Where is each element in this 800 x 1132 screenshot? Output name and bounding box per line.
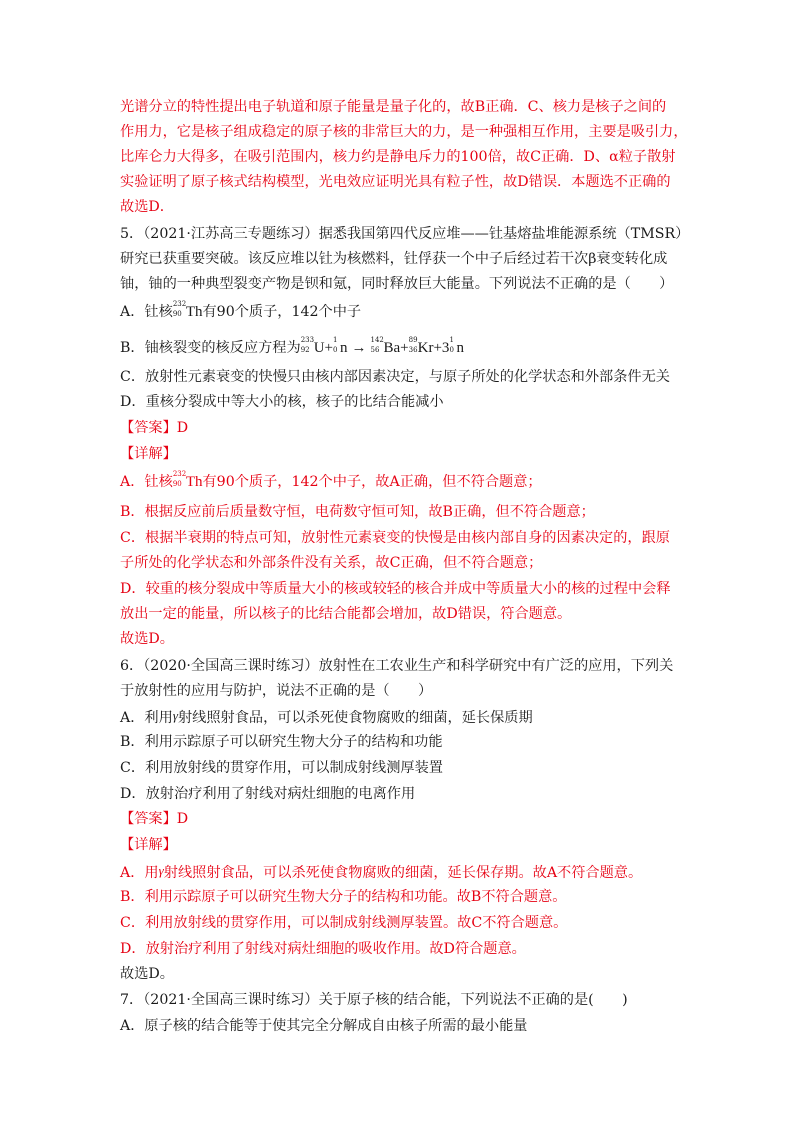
- option-a-prefix: A．钍核: [120, 304, 173, 320]
- thorium-symbol: Th: [185, 304, 203, 320]
- thorium-isotope: 232 90: [172, 300, 187, 318]
- explanation-line: 作用力，它是核子组成稳定的原子核的非常巨大的力，是一种强相互作用，主要是吸引力，: [120, 124, 688, 140]
- option-b-prefix: B．铀核裂变的核反应方程为: [120, 340, 301, 356]
- question-5-stem: 研究已获重要突破。该反应堆以钍为核燃料，钍俘获一个中子后经过若干次β衰变转化成: [120, 251, 668, 267]
- uranium-isotope: 233 92: [300, 336, 315, 354]
- barium-isotope: 142 56: [370, 336, 384, 354]
- question-5-stem: 5．（2021·江苏高三专题练习）据悉我国第四代反应堆——钍基熔盐堆能源系统（TMSR）: [120, 226, 690, 242]
- question-5-option-d: D．重核分裂成中等大小的核，核子的比结合能减小: [120, 394, 444, 410]
- selection-line: 故选D．: [120, 199, 174, 215]
- thorium-isotope: 232 90: [172, 470, 187, 488]
- gamma-symbol: γ: [158, 863, 164, 878]
- explanation-b: B．利用示踪原子可以研究生物大分子的结构和功能。故B不符合题意。: [120, 889, 567, 905]
- question-7-option-a: A．原子核的结合能等于使其完全分解成自由核子所需的最小能量: [120, 1018, 528, 1034]
- selection-line: 故选D。: [120, 966, 174, 982]
- detail-label: 【详解】: [120, 837, 177, 853]
- arrow-icon: →: [351, 340, 367, 356]
- detail-label: 【详解】: [120, 446, 177, 462]
- explanation-a: A．钍核 232 90 Th有90个质子，142个中子，故A正确，但不符合题意；: [120, 470, 542, 490]
- question-5-option-b: B．铀核裂变的核反应方程为 233 92 U+ 1 0 n → 142 56 Ba+ 89 36 Kr+3 1 0 n: [120, 336, 464, 356]
- option-a-suffix: 有90个质子，142个中子: [202, 304, 362, 320]
- neutron: 1 0: [449, 336, 454, 354]
- question-5-stem: 铀，铀的一种典型裂变产物是钡和氪，同时释放巨大能量。下列说法不正确的是（ ）: [120, 276, 674, 292]
- uranium-symbol: U: [313, 340, 325, 356]
- explanation-line: 比库仑力大得多，在吸引范围内，核力约是静电斥力的100倍，故C正确．D、α粒子散射: [120, 149, 676, 165]
- question-6-stem: 于放射性的应用与防护，说法不正确的是（ ）: [120, 683, 433, 699]
- question-7-stem: 7．（2021·全国高三课时练习）关于原子核的结合能，下列说法不正确的是( ): [120, 992, 628, 1008]
- explanation-b: B．根据反应前后质量数守恒，电荷数守恒可知，故B正确，但不符合题意；: [120, 504, 595, 520]
- answer-label: 【答案】D: [120, 811, 189, 827]
- answer-label: 【答案】D: [120, 420, 189, 436]
- question-6-option-a: A．利用γ射线照射食品，可以杀死使食物腐败的细菌，延长保质期: [120, 708, 533, 726]
- explanation-c: C．利用放射线的贯穿作用，可以制成射线测厚装置。故C不符合题意。: [120, 915, 568, 931]
- selection-line: 故选D。: [120, 631, 174, 647]
- question-5-option-a: [120, 300, 361, 323]
- question-5-option-c: C．放射性元素衰变的快慢只由核内部因素决定，与原子所处的化学状态和外部条件无关: [120, 369, 670, 385]
- krypton-isotope: 89 36: [408, 336, 418, 354]
- gamma-symbol: γ: [172, 708, 178, 723]
- explanation-c: 子所处的化学状态和外部条件没有关系，故C正确，但不符合题意；: [120, 555, 543, 571]
- question-6-stem: 6．（2020·全国高三课时练习）放射性在工农业生产和科学研究中有广泛的应用，下列关: [120, 658, 674, 674]
- neutron: 1 0: [333, 336, 338, 354]
- explanation-line: 光谱分立的特性提出电子轨道和原子能量是量子化的，故B正确．C、核力是核子之间的: [120, 99, 667, 115]
- explanation-d: D．较重的核分裂成中等质量大小的核或较轻的核合并成中等质量大小的核的过程中会释: [120, 581, 671, 597]
- question-6-option-d: D．放射治疗利用了射线对病灶细胞的电离作用: [120, 786, 416, 802]
- explanation-d: 放出一定的能量，所以核子的比结合能都会增加，故D错误，符合题意。: [120, 606, 572, 622]
- explanation-c: C．根据半衰期的特点可知，放射性元素衰变的快慢是由核内部自身的因素决定的，跟原: [120, 530, 670, 546]
- explanation-a: A．用γ射线照射食品，可以杀死使食物腐败的细菌，延长保存期。故A不符合题意。: [120, 863, 643, 881]
- explanation-line: 实验证明了原子核式结构模型，光电效应证明光具有粒子性，故D错误．本题选不正确的: [120, 174, 671, 190]
- question-6-option-b: B．利用示踪原子可以研究生物大分子的结构和功能: [120, 734, 443, 750]
- question-6-option-c: C．利用放射线的贯穿作用，可以制成射线测厚装置: [120, 760, 443, 776]
- explanation-d: D．放射治疗利用了射线对病灶细胞的吸收作用。故D符合题意。: [120, 941, 526, 957]
